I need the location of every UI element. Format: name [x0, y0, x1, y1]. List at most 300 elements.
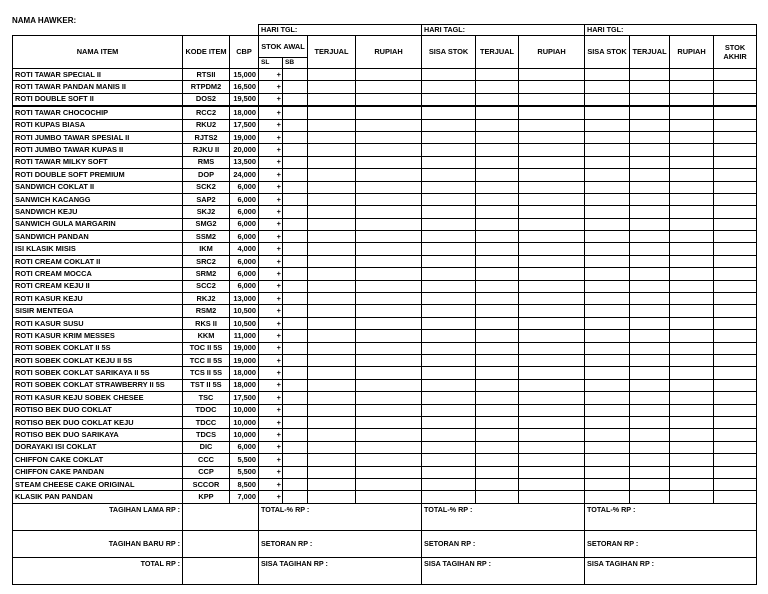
sisa-stok-2-cell[interactable]: [585, 305, 630, 317]
rupiah-2-cell[interactable]: [519, 416, 585, 428]
stok-awal-sb-cell[interactable]: [283, 156, 308, 168]
terjual-2-cell[interactable]: [476, 81, 519, 93]
rupiah-2-cell[interactable]: [519, 441, 585, 453]
terjual-3-cell[interactable]: [630, 206, 670, 218]
stok-awal-sl-cell[interactable]: +: [259, 206, 283, 218]
rupiah-3-cell[interactable]: [670, 330, 714, 342]
rupiah-1-cell[interactable]: [356, 144, 422, 156]
stok-akhir-cell[interactable]: [714, 169, 757, 181]
sisa-stok-1-cell[interactable]: [422, 367, 476, 379]
terjual-1-cell[interactable]: [308, 206, 356, 218]
stok-akhir-cell[interactable]: [714, 354, 757, 366]
rupiah-2-cell[interactable]: [519, 218, 585, 230]
stok-akhir-cell[interactable]: [714, 305, 757, 317]
terjual-3-cell[interactable]: [630, 181, 670, 193]
terjual-1-cell[interactable]: [308, 379, 356, 391]
stok-akhir-cell[interactable]: [714, 280, 757, 292]
stok-awal-sl-cell[interactable]: +: [259, 330, 283, 342]
rupiah-2-cell[interactable]: [519, 119, 585, 131]
terjual-3-cell[interactable]: [630, 416, 670, 428]
rupiah-2-cell[interactable]: [519, 106, 585, 119]
stok-akhir-cell[interactable]: [714, 231, 757, 243]
terjual-2-cell[interactable]: [476, 69, 519, 81]
rupiah-3-cell[interactable]: [670, 293, 714, 305]
sisa-stok-1-cell[interactable]: [422, 144, 476, 156]
sisa-stok-2-cell[interactable]: [585, 392, 630, 404]
rupiah-2-cell[interactable]: [519, 466, 585, 478]
rupiah-3-cell[interactable]: [670, 379, 714, 391]
sisa-stok-1-cell[interactable]: [422, 317, 476, 329]
rupiah-3-cell[interactable]: [670, 156, 714, 168]
rupiah-1-cell[interactable]: [356, 330, 422, 342]
sisa-stok-1-cell[interactable]: [422, 181, 476, 193]
stok-awal-sb-cell[interactable]: [283, 169, 308, 181]
sisa-stok-2-cell[interactable]: [585, 317, 630, 329]
sisa-stok-2-cell[interactable]: [585, 169, 630, 181]
sisa-stok-1-cell[interactable]: [422, 69, 476, 81]
terjual-2-cell[interactable]: [476, 416, 519, 428]
terjual-2-cell[interactable]: [476, 131, 519, 143]
stok-akhir-cell[interactable]: [714, 119, 757, 131]
rupiah-2-cell[interactable]: [519, 231, 585, 243]
terjual-3-cell[interactable]: [630, 478, 670, 490]
terjual-3-cell[interactable]: [630, 81, 670, 93]
rupiah-2-cell[interactable]: [519, 93, 585, 106]
stok-awal-sl-cell[interactable]: +: [259, 392, 283, 404]
terjual-2-cell[interactable]: [476, 193, 519, 205]
stok-awal-sb-cell[interactable]: [283, 218, 308, 230]
sisa-stok-1-cell[interactable]: [422, 193, 476, 205]
terjual-3-cell[interactable]: [630, 119, 670, 131]
rupiah-2-cell[interactable]: [519, 243, 585, 255]
sisa-stok-2-cell[interactable]: [585, 379, 630, 391]
terjual-1-cell[interactable]: [308, 106, 356, 119]
terjual-1-cell[interactable]: [308, 268, 356, 280]
stok-akhir-cell[interactable]: [714, 255, 757, 267]
sisa-stok-1-cell[interactable]: [422, 156, 476, 168]
terjual-2-cell[interactable]: [476, 404, 519, 416]
sisa-stok-1-cell[interactable]: [422, 169, 476, 181]
rupiah-2-cell[interactable]: [519, 193, 585, 205]
rupiah-2-cell[interactable]: [519, 268, 585, 280]
stok-akhir-cell[interactable]: [714, 416, 757, 428]
rupiah-2-cell[interactable]: [519, 429, 585, 441]
sisa-stok-2-cell[interactable]: [585, 429, 630, 441]
sisa-stok-2-cell[interactable]: [585, 206, 630, 218]
terjual-1-cell[interactable]: [308, 392, 356, 404]
stok-awal-sl-cell[interactable]: +: [259, 478, 283, 490]
terjual-3-cell[interactable]: [630, 255, 670, 267]
rupiah-2-cell[interactable]: [519, 293, 585, 305]
stok-akhir-cell[interactable]: [714, 466, 757, 478]
terjual-2-cell[interactable]: [476, 342, 519, 354]
rupiah-3-cell[interactable]: [670, 478, 714, 490]
rupiah-1-cell[interactable]: [356, 429, 422, 441]
terjual-3-cell[interactable]: [630, 317, 670, 329]
sisa-stok-1-cell[interactable]: [422, 119, 476, 131]
sisa-stok-1-cell[interactable]: [422, 206, 476, 218]
terjual-3-cell[interactable]: [630, 280, 670, 292]
rupiah-3-cell[interactable]: [670, 181, 714, 193]
stok-awal-sl-cell[interactable]: +: [259, 293, 283, 305]
sisa-stok-2-cell[interactable]: [585, 454, 630, 466]
terjual-2-cell[interactable]: [476, 280, 519, 292]
stok-awal-sb-cell[interactable]: [283, 255, 308, 267]
stok-awal-sl-cell[interactable]: +: [259, 255, 283, 267]
sisa-stok-2-cell[interactable]: [585, 293, 630, 305]
terjual-2-cell[interactable]: [476, 429, 519, 441]
sisa-stok-2-cell[interactable]: [585, 93, 630, 106]
rupiah-2-cell[interactable]: [519, 206, 585, 218]
stok-awal-sl-cell[interactable]: +: [259, 144, 283, 156]
sisa-stok-1-cell[interactable]: [422, 255, 476, 267]
terjual-2-cell[interactable]: [476, 317, 519, 329]
stok-awal-sl-cell[interactable]: +: [259, 169, 283, 181]
terjual-1-cell[interactable]: [308, 404, 356, 416]
stok-akhir-cell[interactable]: [714, 156, 757, 168]
sisa-stok-1-cell[interactable]: [422, 93, 476, 106]
rupiah-2-cell[interactable]: [519, 379, 585, 391]
sisa-stok-2-cell[interactable]: [585, 268, 630, 280]
terjual-3-cell[interactable]: [630, 330, 670, 342]
stok-awal-sl-cell[interactable]: +: [259, 268, 283, 280]
stok-awal-sl-cell[interactable]: +: [259, 81, 283, 93]
sisa-stok-2-cell[interactable]: [585, 131, 630, 143]
stok-awal-sl-cell[interactable]: +: [259, 193, 283, 205]
rupiah-2-cell[interactable]: [519, 392, 585, 404]
terjual-1-cell[interactable]: [308, 255, 356, 267]
stok-awal-sl-cell[interactable]: +: [259, 367, 283, 379]
rupiah-3-cell[interactable]: [670, 106, 714, 119]
stok-akhir-cell[interactable]: [714, 342, 757, 354]
stok-akhir-cell[interactable]: [714, 206, 757, 218]
sisa-stok-2-cell[interactable]: [585, 81, 630, 93]
sisa-stok-1-cell[interactable]: [422, 441, 476, 453]
terjual-2-cell[interactable]: [476, 206, 519, 218]
rupiah-3-cell[interactable]: [670, 367, 714, 379]
stok-awal-sl-cell[interactable]: +: [259, 404, 283, 416]
sisa-stok-1-cell[interactable]: [422, 429, 476, 441]
terjual-3-cell[interactable]: [630, 169, 670, 181]
rupiah-3-cell[interactable]: [670, 193, 714, 205]
stok-akhir-cell[interactable]: [714, 268, 757, 280]
stok-awal-sb-cell[interactable]: [283, 106, 308, 119]
terjual-3-cell[interactable]: [630, 156, 670, 168]
rupiah-1-cell[interactable]: [356, 317, 422, 329]
rupiah-1-cell[interactable]: [356, 354, 422, 366]
stok-awal-sb-cell[interactable]: [283, 491, 308, 503]
rupiah-2-cell[interactable]: [519, 280, 585, 292]
rupiah-1-cell[interactable]: [356, 218, 422, 230]
rupiah-3-cell[interactable]: [670, 342, 714, 354]
rupiah-1-cell[interactable]: [356, 255, 422, 267]
terjual-3-cell[interactable]: [630, 466, 670, 478]
sisa-stok-2-cell[interactable]: [585, 156, 630, 168]
terjual-1-cell[interactable]: [308, 342, 356, 354]
sisa-stok-2-cell[interactable]: [585, 193, 630, 205]
stok-awal-sb-cell[interactable]: [283, 181, 308, 193]
stok-akhir-cell[interactable]: [714, 144, 757, 156]
rupiah-3-cell[interactable]: [670, 429, 714, 441]
stok-akhir-cell[interactable]: [714, 243, 757, 255]
stok-akhir-cell[interactable]: [714, 193, 757, 205]
stok-akhir-cell[interactable]: [714, 131, 757, 143]
stok-awal-sl-cell[interactable]: +: [259, 119, 283, 131]
sisa-stok-1-cell[interactable]: [422, 330, 476, 342]
rupiah-2-cell[interactable]: [519, 181, 585, 193]
sisa-stok-2-cell[interactable]: [585, 466, 630, 478]
stok-awal-sb-cell[interactable]: [283, 193, 308, 205]
rupiah-1-cell[interactable]: [356, 131, 422, 143]
rupiah-3-cell[interactable]: [670, 416, 714, 428]
stok-akhir-cell[interactable]: [714, 454, 757, 466]
rupiah-1-cell[interactable]: [356, 367, 422, 379]
sisa-stok-2-cell[interactable]: [585, 119, 630, 131]
rupiah-2-cell[interactable]: [519, 255, 585, 267]
stok-awal-sb-cell[interactable]: [283, 478, 308, 490]
sisa-stok-2-cell[interactable]: [585, 416, 630, 428]
sisa-stok-2-cell[interactable]: [585, 354, 630, 366]
rupiah-3-cell[interactable]: [670, 268, 714, 280]
stok-awal-sl-cell[interactable]: +: [259, 305, 283, 317]
sisa-stok-2-cell[interactable]: [585, 144, 630, 156]
stok-akhir-cell[interactable]: [714, 181, 757, 193]
stok-awal-sl-cell[interactable]: +: [259, 416, 283, 428]
terjual-2-cell[interactable]: [476, 454, 519, 466]
rupiah-3-cell[interactable]: [670, 441, 714, 453]
stok-awal-sb-cell[interactable]: [283, 280, 308, 292]
terjual-1-cell[interactable]: [308, 305, 356, 317]
rupiah-1-cell[interactable]: [356, 106, 422, 119]
sisa-stok-1-cell[interactable]: [422, 106, 476, 119]
terjual-2-cell[interactable]: [476, 441, 519, 453]
stok-awal-sb-cell[interactable]: [283, 429, 308, 441]
stok-awal-sb-cell[interactable]: [283, 379, 308, 391]
rupiah-3-cell[interactable]: [670, 454, 714, 466]
stok-akhir-cell[interactable]: [714, 293, 757, 305]
stok-awal-sl-cell[interactable]: +: [259, 131, 283, 143]
terjual-3-cell[interactable]: [630, 441, 670, 453]
rupiah-1-cell[interactable]: [356, 379, 422, 391]
rupiah-1-cell[interactable]: [356, 293, 422, 305]
stok-awal-sb-cell[interactable]: [283, 206, 308, 218]
rupiah-1-cell[interactable]: [356, 478, 422, 490]
stok-awal-sl-cell[interactable]: +: [259, 243, 283, 255]
stok-awal-sb-cell[interactable]: [283, 69, 308, 81]
terjual-1-cell[interactable]: [308, 491, 356, 503]
sisa-stok-1-cell[interactable]: [422, 218, 476, 230]
rupiah-3-cell[interactable]: [670, 280, 714, 292]
terjual-1-cell[interactable]: [308, 93, 356, 106]
rupiah-3-cell[interactable]: [670, 404, 714, 416]
rupiah-3-cell[interactable]: [670, 255, 714, 267]
stok-awal-sb-cell[interactable]: [283, 131, 308, 143]
terjual-2-cell[interactable]: [476, 379, 519, 391]
sisa-stok-2-cell[interactable]: [585, 243, 630, 255]
terjual-2-cell[interactable]: [476, 119, 519, 131]
sisa-stok-2-cell[interactable]: [585, 478, 630, 490]
terjual-1-cell[interactable]: [308, 218, 356, 230]
rupiah-2-cell[interactable]: [519, 454, 585, 466]
terjual-2-cell[interactable]: [476, 181, 519, 193]
terjual-3-cell[interactable]: [630, 293, 670, 305]
terjual-2-cell[interactable]: [476, 466, 519, 478]
rupiah-2-cell[interactable]: [519, 367, 585, 379]
rupiah-2-cell[interactable]: [519, 69, 585, 81]
sisa-stok-1-cell[interactable]: [422, 81, 476, 93]
terjual-2-cell[interactable]: [476, 354, 519, 366]
stok-akhir-cell[interactable]: [714, 218, 757, 230]
sisa-stok-1-cell[interactable]: [422, 131, 476, 143]
sisa-stok-2-cell[interactable]: [585, 342, 630, 354]
terjual-3-cell[interactable]: [630, 144, 670, 156]
stok-awal-sb-cell[interactable]: [283, 119, 308, 131]
terjual-1-cell[interactable]: [308, 156, 356, 168]
rupiah-1-cell[interactable]: [356, 181, 422, 193]
rupiah-1-cell[interactable]: [356, 280, 422, 292]
terjual-1-cell[interactable]: [308, 478, 356, 490]
rupiah-3-cell[interactable]: [670, 119, 714, 131]
rupiah-1-cell[interactable]: [356, 156, 422, 168]
terjual-1-cell[interactable]: [308, 280, 356, 292]
sisa-stok-1-cell[interactable]: [422, 404, 476, 416]
rupiah-1-cell[interactable]: [356, 69, 422, 81]
stok-awal-sl-cell[interactable]: +: [259, 218, 283, 230]
terjual-3-cell[interactable]: [630, 193, 670, 205]
sisa-stok-1-cell[interactable]: [422, 231, 476, 243]
stok-awal-sb-cell[interactable]: [283, 144, 308, 156]
rupiah-1-cell[interactable]: [356, 231, 422, 243]
sisa-stok-1-cell[interactable]: [422, 379, 476, 391]
terjual-1-cell[interactable]: [308, 330, 356, 342]
stok-awal-sb-cell[interactable]: [283, 354, 308, 366]
stok-akhir-cell[interactable]: [714, 106, 757, 119]
sisa-stok-1-cell[interactable]: [422, 354, 476, 366]
terjual-2-cell[interactable]: [476, 478, 519, 490]
stok-akhir-cell[interactable]: [714, 367, 757, 379]
terjual-1-cell[interactable]: [308, 354, 356, 366]
rupiah-1-cell[interactable]: [356, 466, 422, 478]
terjual-1-cell[interactable]: [308, 317, 356, 329]
stok-awal-sb-cell[interactable]: [283, 317, 308, 329]
terjual-2-cell[interactable]: [476, 243, 519, 255]
rupiah-2-cell[interactable]: [519, 342, 585, 354]
terjual-3-cell[interactable]: [630, 429, 670, 441]
stok-awal-sl-cell[interactable]: +: [259, 317, 283, 329]
sisa-stok-1-cell[interactable]: [422, 293, 476, 305]
terjual-1-cell[interactable]: [308, 416, 356, 428]
rupiah-2-cell[interactable]: [519, 478, 585, 490]
stok-akhir-cell[interactable]: [714, 317, 757, 329]
terjual-3-cell[interactable]: [630, 106, 670, 119]
stok-awal-sb-cell[interactable]: [283, 466, 308, 478]
stok-akhir-cell[interactable]: [714, 392, 757, 404]
sisa-stok-2-cell[interactable]: [585, 231, 630, 243]
stok-akhir-cell[interactable]: [714, 379, 757, 391]
stok-akhir-cell[interactable]: [714, 330, 757, 342]
terjual-2-cell[interactable]: [476, 491, 519, 503]
rupiah-2-cell[interactable]: [519, 144, 585, 156]
stok-awal-sb-cell[interactable]: [283, 404, 308, 416]
stok-akhir-cell[interactable]: [714, 429, 757, 441]
terjual-3-cell[interactable]: [630, 231, 670, 243]
stok-awal-sl-cell[interactable]: +: [259, 466, 283, 478]
rupiah-3-cell[interactable]: [670, 169, 714, 181]
terjual-1-cell[interactable]: [308, 454, 356, 466]
rupiah-1-cell[interactable]: [356, 342, 422, 354]
rupiah-3-cell[interactable]: [670, 206, 714, 218]
terjual-2-cell[interactable]: [476, 293, 519, 305]
rupiah-1-cell[interactable]: [356, 119, 422, 131]
rupiah-1-cell[interactable]: [356, 81, 422, 93]
sisa-stok-2-cell[interactable]: [585, 106, 630, 119]
stok-akhir-cell[interactable]: [714, 93, 757, 106]
terjual-1-cell[interactable]: [308, 367, 356, 379]
rupiah-1-cell[interactable]: [356, 416, 422, 428]
sisa-stok-2-cell[interactable]: [585, 280, 630, 292]
tagihan-baru-field[interactable]: [183, 530, 259, 557]
rupiah-3-cell[interactable]: [670, 93, 714, 106]
stok-awal-sl-cell[interactable]: +: [259, 181, 283, 193]
stok-awal-sb-cell[interactable]: [283, 342, 308, 354]
rupiah-3-cell[interactable]: [670, 81, 714, 93]
sisa-stok-2-cell[interactable]: [585, 367, 630, 379]
stok-akhir-cell[interactable]: [714, 478, 757, 490]
stok-awal-sl-cell[interactable]: +: [259, 106, 283, 119]
terjual-2-cell[interactable]: [476, 231, 519, 243]
rupiah-2-cell[interactable]: [519, 491, 585, 503]
terjual-3-cell[interactable]: [630, 354, 670, 366]
stok-awal-sl-cell[interactable]: +: [259, 429, 283, 441]
rupiah-2-cell[interactable]: [519, 317, 585, 329]
terjual-2-cell[interactable]: [476, 144, 519, 156]
total-field[interactable]: [183, 557, 259, 584]
rupiah-1-cell[interactable]: [356, 454, 422, 466]
rupiah-2-cell[interactable]: [519, 404, 585, 416]
terjual-1-cell[interactable]: [308, 69, 356, 81]
terjual-2-cell[interactable]: [476, 305, 519, 317]
rupiah-2-cell[interactable]: [519, 330, 585, 342]
terjual-1-cell[interactable]: [308, 243, 356, 255]
rupiah-3-cell[interactable]: [670, 218, 714, 230]
stok-awal-sl-cell[interactable]: +: [259, 93, 283, 106]
terjual-3-cell[interactable]: [630, 268, 670, 280]
rupiah-1-cell[interactable]: [356, 93, 422, 106]
terjual-2-cell[interactable]: [476, 268, 519, 280]
terjual-2-cell[interactable]: [476, 392, 519, 404]
rupiah-3-cell[interactable]: [670, 354, 714, 366]
sisa-stok-2-cell[interactable]: [585, 181, 630, 193]
terjual-3-cell[interactable]: [630, 305, 670, 317]
stok-awal-sb-cell[interactable]: [283, 392, 308, 404]
rupiah-1-cell[interactable]: [356, 441, 422, 453]
terjual-3-cell[interactable]: [630, 69, 670, 81]
stok-awal-sl-cell[interactable]: +: [259, 354, 283, 366]
rupiah-3-cell[interactable]: [670, 466, 714, 478]
terjual-1-cell[interactable]: [308, 144, 356, 156]
terjual-3-cell[interactable]: [630, 342, 670, 354]
rupiah-2-cell[interactable]: [519, 131, 585, 143]
stok-awal-sb-cell[interactable]: [283, 231, 308, 243]
terjual-2-cell[interactable]: [476, 367, 519, 379]
terjual-3-cell[interactable]: [630, 93, 670, 106]
sisa-stok-2-cell[interactable]: [585, 255, 630, 267]
terjual-2-cell[interactable]: [476, 255, 519, 267]
stok-awal-sb-cell[interactable]: [283, 367, 308, 379]
terjual-1-cell[interactable]: [308, 181, 356, 193]
terjual-2-cell[interactable]: [476, 93, 519, 106]
sisa-stok-2-cell[interactable]: [585, 69, 630, 81]
